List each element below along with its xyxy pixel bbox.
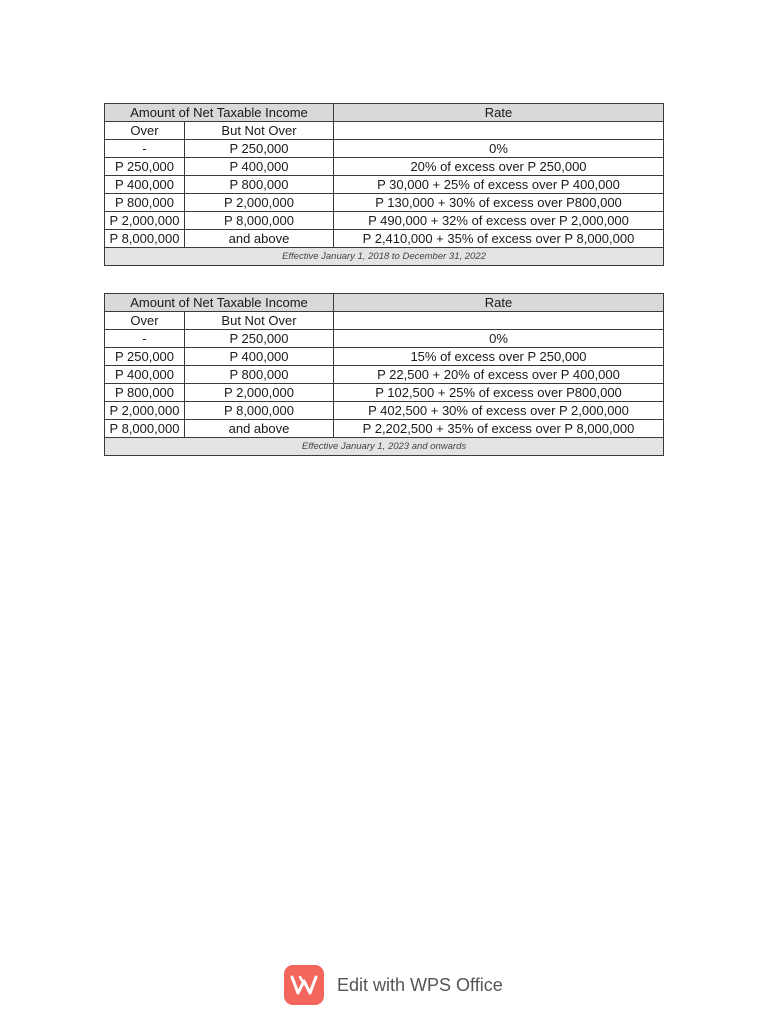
table-footer-row bbox=[105, 438, 664, 456]
rate-header: Rate bbox=[334, 104, 664, 122]
rate-subheader bbox=[334, 312, 664, 330]
over-cell: P 8,000,000 bbox=[105, 420, 185, 438]
rate-cell: P 2,202,500 + 35% of excess over P 8,000,000 bbox=[334, 420, 664, 438]
over-cell: - bbox=[105, 330, 185, 348]
table-row bbox=[105, 366, 664, 384]
rate-cell: P 2,410,000 + 35% of excess over P 8,000,000 bbox=[334, 230, 664, 248]
wps-logo-icon bbox=[284, 965, 324, 1005]
over-cell: P 8,000,000 bbox=[105, 230, 185, 248]
rate-subheader bbox=[334, 122, 664, 140]
income-header: Amount of Net Taxable Income bbox=[105, 104, 334, 122]
rate-cell: P 102,500 + 25% of excess over P800,000 bbox=[334, 384, 664, 402]
table-row bbox=[105, 212, 664, 230]
but-not-over-cell: P 400,000 bbox=[185, 158, 334, 176]
rate-cell: P 402,500 + 30% of excess over P 2,000,000 bbox=[334, 402, 664, 420]
edit-with-wps-button[interactable] bbox=[284, 965, 503, 1005]
but-not-over-cell: P 800,000 bbox=[185, 176, 334, 194]
table-row bbox=[105, 402, 664, 420]
but-not-over-cell: and above bbox=[185, 230, 334, 248]
over-cell: P 800,000 bbox=[105, 384, 185, 402]
tax-table-2023-onwards bbox=[104, 293, 664, 456]
over-cell: P 2,000,000 bbox=[105, 212, 185, 230]
table-row bbox=[105, 158, 664, 176]
table-footer-row bbox=[105, 248, 664, 266]
table-row bbox=[105, 140, 664, 158]
over-header: Over bbox=[105, 312, 185, 330]
rate-cell: 0% bbox=[334, 140, 664, 158]
table-row bbox=[105, 348, 664, 366]
but-not-over-cell: P 250,000 bbox=[185, 330, 334, 348]
table-header-row bbox=[105, 294, 664, 312]
rate-cell: P 30,000 + 25% of excess over P 400,000 bbox=[334, 176, 664, 194]
but-not-over-cell: P 2,000,000 bbox=[185, 194, 334, 212]
but-not-over-cell: P 8,000,000 bbox=[185, 402, 334, 420]
but-not-over-header: But Not Over bbox=[185, 122, 334, 140]
over-header: Over bbox=[105, 122, 185, 140]
rate-cell: P 22,500 + 20% of excess over P 400,000 bbox=[334, 366, 664, 384]
but-not-over-cell: P 2,000,000 bbox=[185, 384, 334, 402]
rate-cell: P 130,000 + 30% of excess over P800,000 bbox=[334, 194, 664, 212]
income-header: Amount of Net Taxable Income bbox=[105, 294, 334, 312]
effective-date-note: Effective January 1, 2018 to December 31, 2022 bbox=[105, 248, 664, 266]
over-cell: - bbox=[105, 140, 185, 158]
table-header-row bbox=[105, 104, 664, 122]
rate-cell: 0% bbox=[334, 330, 664, 348]
table-subheader-row bbox=[105, 312, 664, 330]
but-not-over-cell: P 800,000 bbox=[185, 366, 334, 384]
table-row bbox=[105, 330, 664, 348]
over-cell: P 400,000 bbox=[105, 176, 185, 194]
table-row bbox=[105, 194, 664, 212]
over-cell: P 400,000 bbox=[105, 366, 185, 384]
table-row bbox=[105, 230, 664, 248]
effective-date-note: Effective January 1, 2023 and onwards bbox=[105, 438, 664, 456]
rate-cell: P 490,000 + 32% of excess over P 2,000,000 bbox=[334, 212, 664, 230]
over-cell: P 250,000 bbox=[105, 158, 185, 176]
but-not-over-cell: P 250,000 bbox=[185, 140, 334, 158]
rate-cell: 15% of excess over P 250,000 bbox=[334, 348, 664, 366]
over-cell: P 2,000,000 bbox=[105, 402, 185, 420]
over-cell: P 250,000 bbox=[105, 348, 185, 366]
rate-cell: 20% of excess over P 250,000 bbox=[334, 158, 664, 176]
over-cell: P 800,000 bbox=[105, 194, 185, 212]
but-not-over-cell: P 8,000,000 bbox=[185, 212, 334, 230]
but-not-over-cell: and above bbox=[185, 420, 334, 438]
but-not-over-header: But Not Over bbox=[185, 312, 334, 330]
wps-label: Edit with WPS Office bbox=[337, 974, 503, 995]
table-row bbox=[105, 384, 664, 402]
rate-header: Rate bbox=[334, 294, 664, 312]
but-not-over-cell: P 400,000 bbox=[185, 348, 334, 366]
table-row bbox=[105, 176, 664, 194]
tax-table-2018-2022 bbox=[104, 103, 664, 266]
table-subheader-row bbox=[105, 122, 664, 140]
table-row bbox=[105, 420, 664, 438]
